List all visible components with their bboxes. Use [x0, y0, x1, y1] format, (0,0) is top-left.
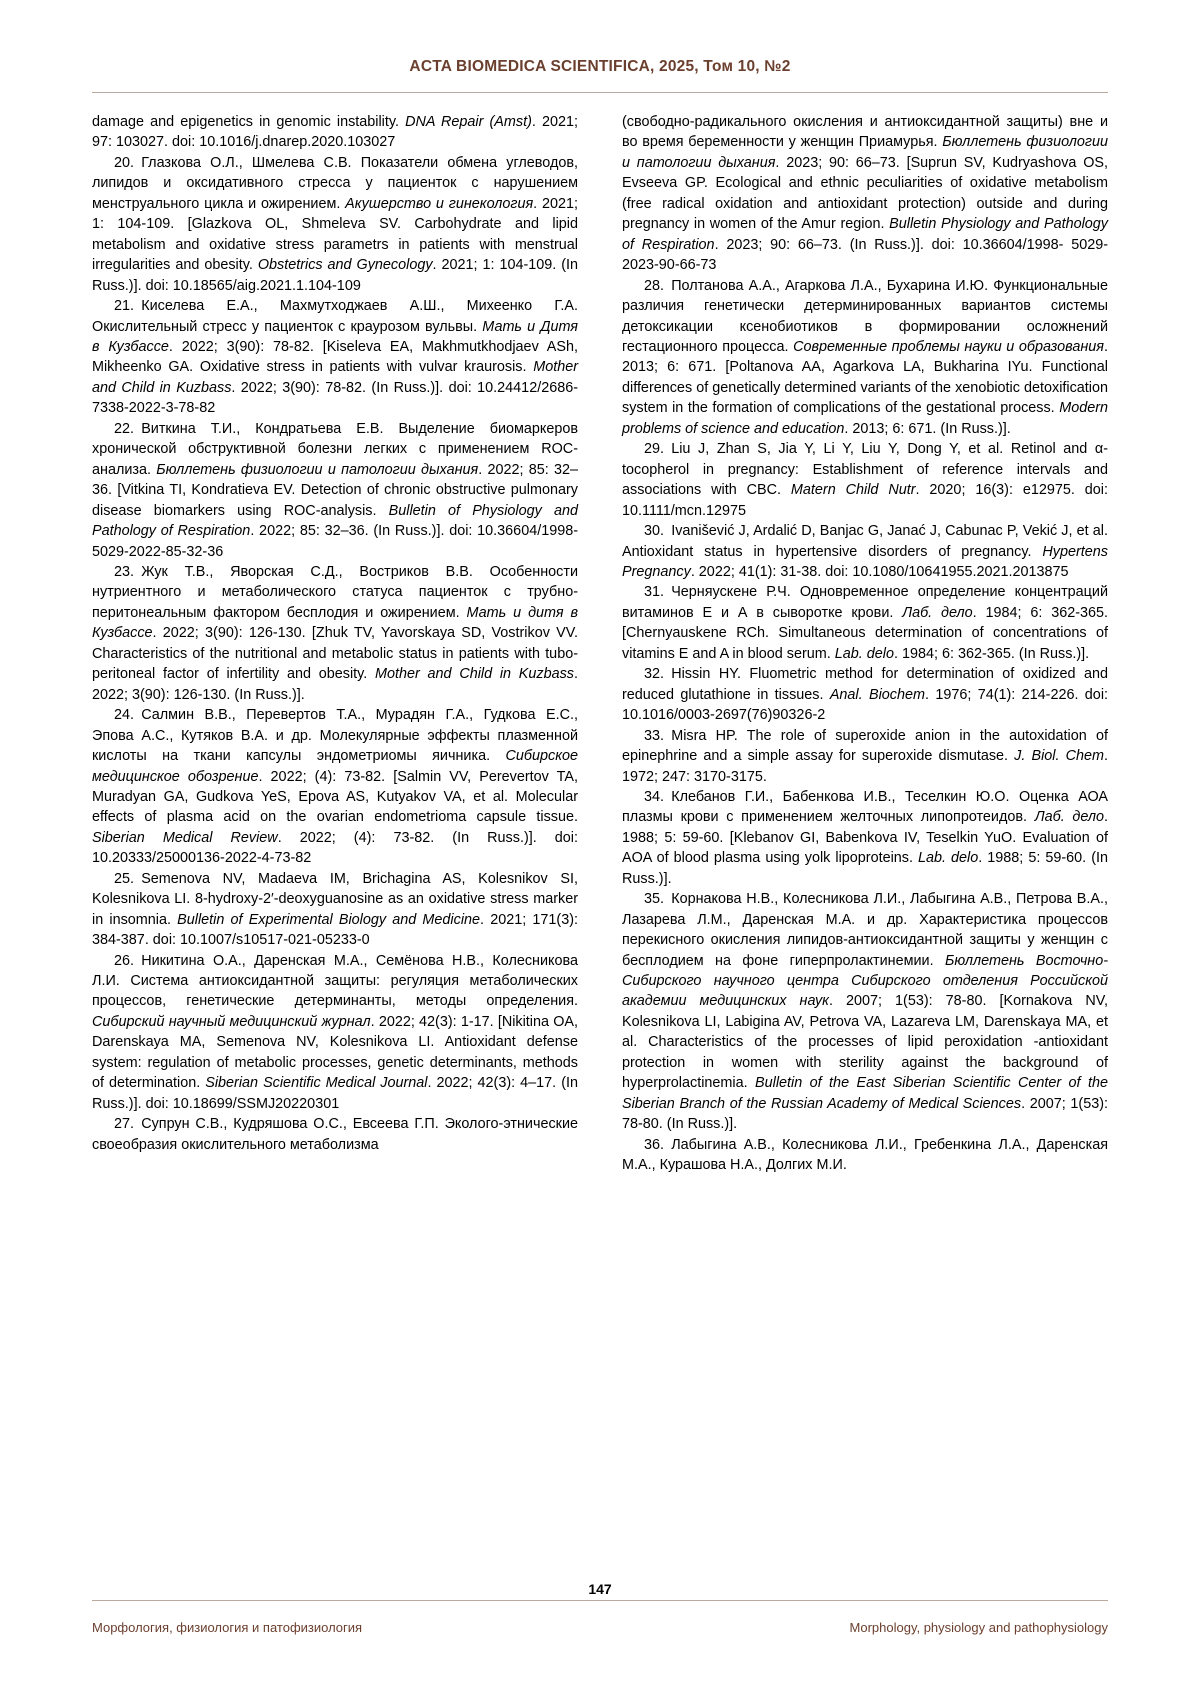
source-title: Бюллетень физиологии и патологии дыхания [156, 461, 479, 478]
reference-entry [622, 276, 1108, 440]
reference-text: . 2023; 90: 66–73. [Suprun SV, Kudryashova OS, Evseeva GP. Ecological and ethnic peculiarities of oxidative metabolism (free radical oxidation and antioxidant protection) outside and during pregnancy in women of the Amur region. [622, 154, 1108, 233]
reference-text: . 2021; 97: 103027. doi: 10.1016/j.dnarep.2020.103027 [92, 114, 578, 151]
reference-text: 32. Hissin HY. Fluometric method for determination of oxidized and reduced glutathione in tissues. [622, 666, 1108, 703]
source-title: Obstetrics and Gynecology [257, 257, 433, 274]
reference-text: 30. Ivanišević J, Ardalić D, Banjac G, Janać J, Cabunac P, Vekić J, et al. Antioxidant status in hypertensive disorders of pregnancy. [622, 523, 1108, 560]
reference-text: . 2022; 85: 32–36. [Vitkina TI, Kondratieva EV. Detection of chronic obstructive pulmonary disease biomarkers using ROC-analysis. [92, 461, 578, 519]
reference-text: . 1988; 5: 59-60. [Klebanov GI, Babenkova IV, Teselkin YuO. Evaluation of AOA of blood plasma using yolk lipoproteins. [622, 809, 1109, 867]
left-column [92, 112, 578, 1176]
page-number: 147 [588, 1581, 612, 1597]
reference-text: . 2022; 3(90): 78-82. [Kiseleva EA, Makhmutkhodjaev ASh, Mikheenko GA. Oxidative stress in patients with vulvar kraurosis. [92, 338, 579, 376]
source-title: Акушерство и гинекология [345, 195, 534, 212]
reference-text: 22. Виткина Т.И., Кондратьева Е.В. Выделение биомаркеров хронической обструктивной болезни легких с применением ROC-анализа. [92, 420, 578, 478]
reference-entry [92, 562, 578, 705]
right-column [622, 112, 1108, 1176]
source-title: Anal. Biochem [829, 686, 925, 703]
reference-text: . 2007; 1(53): 78-80. (In Russ.)]. [622, 1095, 1108, 1133]
reference-text: 36. Лабыгина А.В., Колесникова Л.И., Гребенкина Л.А., Даренская М.А., Курашова Н.А., Долгих М.И. [622, 1136, 1108, 1174]
footer-section-en: Morphology, physiology and pathophysiology [849, 1620, 1108, 1635]
reference-text: . 2022; 3(90): 126-130. (In Russ.)]. [92, 666, 579, 703]
reference-text: . 2022; 85: 32–36. (In Russ.)]. doi: 10.36604/1998-5029-2022-85-32-36 [92, 523, 578, 560]
reference-text: . 2022; 3(90): 78-82. (In Russ.)]. doi: 10.24412/2686-7338-2022-3-78-82 [92, 379, 578, 417]
reference-text: . 2021; 1: 104-109. (In Russ.)]. doi: 10.18565/aig.2021.1.104-109 [92, 257, 579, 294]
reference-text: . 2022; 3(90): 126-130. [Zhuk TV, Yavorskaya SD, Vostrikov VV. Characteristics of the nutritional and metabolic status in patients with tubo-peritoneal factor of infertility and obesity. [92, 625, 578, 683]
source-title: Modern problems of science and education [622, 400, 1108, 437]
source-title: Siberian Scientific Medical Journal [205, 1075, 428, 1092]
reference-text: 25. Semenova NV, Madaeva IM, Brichagina AS, Kolesnikov SI, Kolesnikova LI. 8-hydroxy-2′-deoxyguanosine as an oxidative stress marker in insomnia. [92, 870, 578, 928]
reference-text: 23. Жук Т.В., Яворская С.Д., Востриков В.В. Особенности нутриентного и метаболического статуса пациенток с трубно-перитонеальным фактором бесплодия и ожирением. [92, 563, 578, 621]
reference-text: . 2023; 90: 66–73. (In Russ.)]. doi: 10.36604/1998- 5029-2023-90-66-73 [622, 236, 1109, 274]
reference-text: 29. Liu J, Zhan S, Jia Y, Li Y, Liu Y, Dong Y, et al. Retinol and α-tocopherol in pregnancy: Establishment of reference intervals and associations with CBC. [622, 441, 1108, 499]
reference-text: 31. Черняускене Р.Ч. Одновременное определение концентраций витаминов Е и А в сыворотке крови. [622, 584, 1108, 621]
source-title: Бюллетень физиологии и патологии дыхания [622, 134, 1108, 171]
reference-text: . 1976; 74(1): 214-226. doi: 10.1016/0003-2697(76)90326-2 [622, 686, 1109, 724]
reference-text: . 2022; (4): 73-82. [Salmin VV, Perevertov TA, Muradyan GA, Gudkova YeS, Epova AS, Kutyakov VA, et al. Molecular effects of plasma acid on the ovarian endometrioma capsule tissue. [92, 768, 579, 826]
reference-entry [622, 521, 1108, 582]
reference-entry [622, 889, 1108, 1134]
reference-entry [92, 153, 578, 296]
reference-entry [92, 951, 578, 1115]
source-title: Мать и Дитя в Кузбассе [92, 318, 578, 355]
reference-entry [622, 787, 1108, 889]
reference-text: 34. Клебанов Г.И., Бабенкова И.В., Теселкин Ю.О. Оценка АОА плазмы крови с применением желточных липопротеидов. [622, 788, 1108, 826]
reference-text: . 1988; 5: 59-60. (In Russ.)]. [622, 850, 1108, 887]
reference-text: 26. Никитина О.А., Даренская М.А., Семёнова Н.В., Колесникова Л.И. Система антиоксидантной защиты: регуляция метаболических процессов, генетические детерминанты, методы определения. [92, 952, 578, 1010]
source-title: Siberian Medical Review [92, 829, 278, 846]
reference-text: . 2022; (4): 73-82. (In Russ.)]. doi: 10.20333/25000136-2022-4-73-82 [92, 829, 578, 867]
source-title: Сибирский научный медицинский журнал [92, 1013, 371, 1030]
reference-entry [622, 726, 1108, 787]
reference-text: 21. Киселева Е.А., Махмутходжаев А.Ш., Михеенко Г.А. Окислительный стресс у пациенток с краурозом вульвы. [92, 298, 578, 335]
reference-entry [92, 112, 578, 153]
reference-entry [622, 582, 1108, 664]
reference-text: 24. Салмин В.В., Перевертов Т.А., Мурадян Г.А., Гудкова Е.С., Эпова А.С., Кутяков В.А. и др. Молекулярные эффекты плазменной кислоты на ткани капсулы эндометриомы яичника. [92, 707, 578, 765]
source-title: Mother and Child in Kuzbass [92, 359, 578, 396]
header-divider [92, 92, 1108, 93]
source-title: Bulletin of Physiology and Pathology of Respiration [92, 502, 578, 540]
source-title: Мать и дитя в Кузбассе [92, 604, 578, 642]
reference-text: . 2020; 16(3): e12975. doi: 10.1111/mcn.12975 [622, 482, 1108, 519]
two-column-body [92, 112, 1108, 1176]
reference-text: . 1984; 6: 362-365. [Chernyauskene RCh. Simultaneous determination of concentrations of vitamins E and A in blood serum. [622, 604, 1109, 662]
source-title: DNA Repair (Amst) [405, 114, 532, 130]
reference-entry [92, 296, 578, 419]
reference-text: . 2013; 6: 671. (In Russ.)]. [844, 420, 1011, 437]
reference-text: . 2022; 41(1): 31-38. doi: 10.1080/10641955.2021.2013875 [690, 563, 1069, 580]
source-title: Лаб. дело [902, 604, 973, 621]
reference-entry [92, 419, 578, 562]
source-title: Lab. delo [834, 645, 894, 662]
source-title: Bulletin of the East Siberian Scientific Center of the Siberian Branch of the Russian Academy of Medical Sciences [622, 1075, 1108, 1112]
footer-section-ru: Морфология, физиология и патофизиология [92, 1620, 363, 1635]
source-title: Mother and Child in Kuzbass [375, 666, 575, 683]
reference-text: 20. Глазкова О.Л., Шмелева С.В. Показатели обмена углеводов, липидов и оксидативного стресса у пациенток с нарушением менструального цикла и ожирением. [92, 154, 578, 212]
reference-text: 33. Misra HP. The role of superoxide anion in the autoxidation of epinephrine and a simple assay for superoxide dismutase. [622, 727, 1108, 765]
reference-text: . 2021; 1: 104-109. [Glazkova OL, Shmeleva SV. Carbohydrate and lipid metabolism and oxidative stress parametrs in patients with menstrual irregularities and obesity. [92, 195, 579, 274]
reference-text: 35. Корнакова Н.В., Колесникова Л.И., Лабыгина А.В., Петрова В.А., Лазарева Л.М., Даренская М.А. и др. Характеристика процессов перекисного окисления липидов-антиоксидантной защиты у женщин с бесплодием на фоне гиперпролактинемии. [622, 891, 1108, 969]
reference-text: 28. Полтанова А.А., Агаркова Л.А., Бухарина И.Ю. Функциональные различия генетически детерминированных вариантов системы детоксикации ксенобиотиков в формировании осложнений гестационного процесса. [622, 277, 1108, 355]
source-title: Современные проблемы науки и образования [793, 338, 1104, 355]
reference-entry [622, 664, 1108, 725]
source-title: Lab. delo [918, 850, 979, 867]
reference-entry [92, 705, 578, 869]
page-footer [92, 1620, 1108, 1635]
source-title: Bulletin Physiology and Pathology of Respiration [622, 216, 1108, 253]
reference-text: . 2007; 1(53): 78-80. [Kornakova NV, Kolesnikova LI, Labigina AV, Petrova VA, Lazareva LM, Darenskaya MA, et al. Characteristics of the processes of lipid peroxidation -antioxidant protection in women with sterility against the background of hyperprolactinemia. [622, 993, 1108, 1092]
running-head: ACTA BIOMEDICA SCIENTIFICA, 2025, Том 10, №2 [409, 58, 791, 75]
source-title: Hypertens Pregnancy [622, 543, 1108, 580]
reference-entry [622, 1135, 1108, 1176]
reference-entry [92, 869, 578, 951]
source-title: Сибирское медицинское обозрение [92, 748, 578, 785]
reference-text: damage and epigenetics in genomic instability. [92, 114, 406, 130]
reference-text: 27. Супрун С.В., Кудряшова О.С., Евсеева Г.П. Эколого-этнические своеобразия окислительного метаболизма [92, 1116, 578, 1153]
source-title: Matern Child Nutr [790, 482, 916, 499]
reference-text: . 1972; 247: 3170-3175. [622, 748, 1108, 785]
reference-text: . 2022; 42(3): 1-17. [Nikitina OA, Darenskaya MA, Semenova NV, Kolesnikova LI. Antioxidant defense system: regulation of metabolic processes, genetic determinants, methods of determination. [92, 1013, 578, 1092]
reference-entry [622, 112, 1108, 276]
reference-text: (свободно-радикального окисления и антиоксидантной защиты) вне и во время беременности у женщин Приамурья. [622, 114, 1108, 151]
source-title: Бюллетень Восточно-Сибирского научного центра Сибирского отделения Российской академии медицинских наук [622, 952, 1108, 1010]
reference-entry [622, 439, 1108, 521]
source-title: J. Biol. Chem [1014, 748, 1104, 765]
source-title: Лаб. дело [1034, 809, 1105, 826]
reference-entry [92, 1114, 578, 1155]
reference-text: . 2013; 6: 671. [Poltanova AA, Agarkova LA, Bukharina IYu. Functional differences of genetically determined variants of the xenobiotic detoxification system in the formation of complications of the gestational process. [622, 338, 1108, 417]
reference-text: . 1984; 6: 362-365. (In Russ.)]. [894, 645, 1090, 662]
footer-divider [92, 1600, 1108, 1601]
reference-text: . 2021; 171(3): 384-387. doi: 10.1007/s10517-021-05233-0 [92, 911, 578, 949]
reference-text: . 2022; 42(3): 4–17. (In Russ.)]. doi: 10.18699/SSMJ20220301 [92, 1075, 578, 1112]
source-title: Bulletin of Experimental Biology and Medicine [177, 911, 481, 928]
